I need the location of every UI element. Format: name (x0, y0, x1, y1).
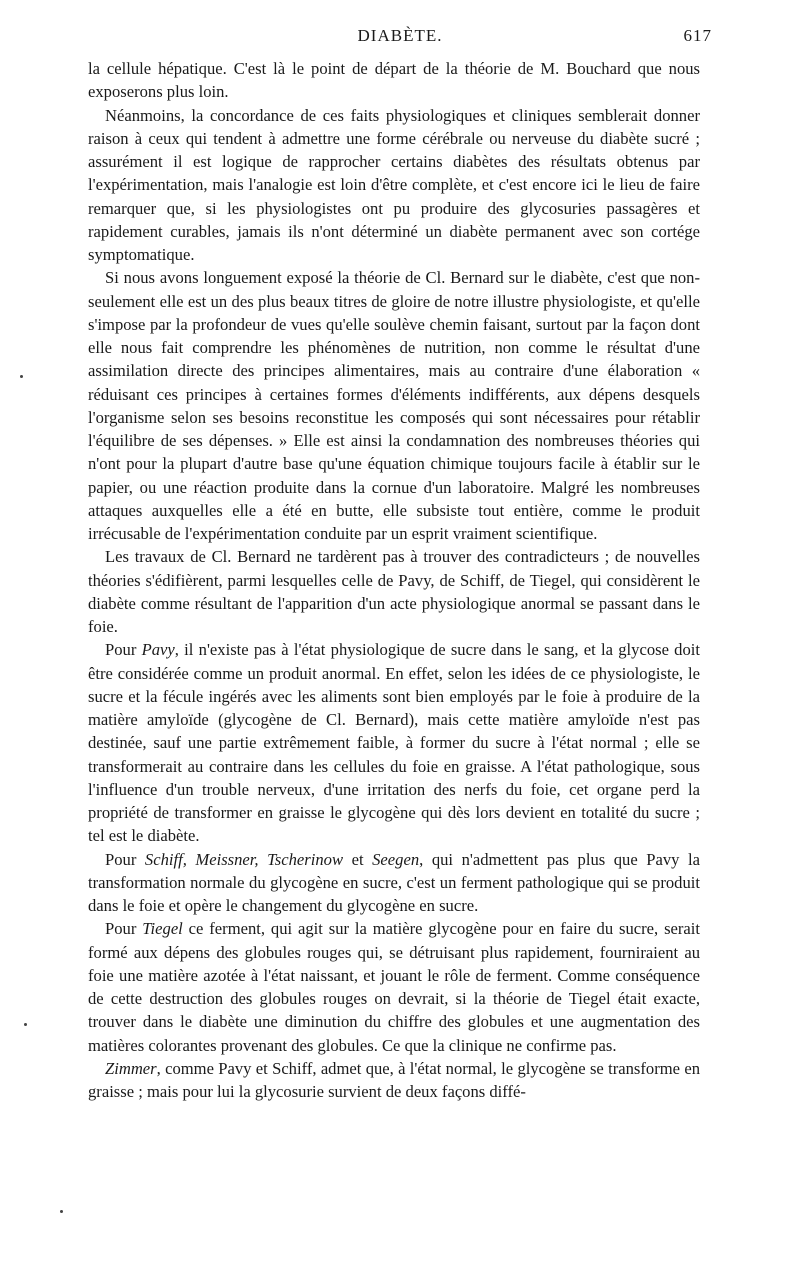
paragraph (88, 266, 700, 545)
italic-name: Pavy (141, 640, 175, 660)
italic-name: Seegen (372, 849, 420, 869)
paragraph (88, 545, 700, 638)
paragraph (88, 638, 700, 847)
text-run: Pour (105, 919, 143, 939)
paragraph (88, 848, 700, 918)
text-run: , qui n'admettent pas plus que Pavy la transformation normale du glycogène en sucre, c'est un ferment pathologique qui se produit dans le foie et opère le changement du glycogène en sucre. (88, 849, 700, 915)
italic-name: Tiegel (142, 919, 183, 939)
text-run: ce ferment, qui agit sur la matière glycogène pour en faire du sucre, serait formé aux dépens des globules rouges qui, se détruisant plus rapidement, fourniraient au foie une matière azotée à l'état naissant, et jouant le rôle de ferment. Comme conséquence de cette destruction des globules rouges on devrait, si la théorie de Tiegel était exacte, trouver dans le diabète une diminution du chiffre des globules et une augmentation des matières colorantes provenant des globules. Ce que la clinique ne confirme pas. (88, 919, 700, 1055)
paragraph (88, 104, 700, 267)
paragraph (88, 917, 700, 1057)
text-run: , comme Pavy et Schiff, admet que, à l'état normal, le glycogène se transforme en graisse ; mais pour lui la glycosurie survient de deux façons diffé- (88, 1058, 700, 1101)
scan-speck (20, 375, 23, 378)
text-run: la cellule hépatique. C'est là le point de départ de la théorie de M. Bouchard que nous exposerons plus loin. (88, 59, 700, 102)
italic-name: Zimmer (105, 1058, 157, 1078)
text-run: Néanmoins, la concordance de ces faits physiologiques et cliniques semblerait donner raison à ceux qui tendent à admettre une forme cérébrale ou nerveuse du diabète sucré ; assurément il est logique de rapprocher certains diabètes des résultats obtenus par l'expérimentation, mais l'analogie est loin d'être complète, et c'est encore ici le lieu de faire remarquer que, si les physiologistes ont pu produire des glycosuries passagères et rapidement curables, jamais ils n'ont déterminé un diabète permanent avec son cortége symptomatique. (88, 105, 700, 264)
page-number: 617 (683, 26, 712, 45)
text-run: , il n'existe pas à l'état physiologique de sucre dans le sang, et la glycose doit être considérée comme un produit anormal. En effet, selon les idées de ce physiologiste, le sucre et la fécule ingérés avec les aliments sont bien employés par le foie à produire de la matière amyloïde (glycogène de Cl. Bernard), mais cette matière amyloïde n'est pas destinée, sauf une partie extrêmement faible, à former du sucre à l'état normal ; elle se transformerait au contraire dans les cellules du foie en graisse. A l'état pathologique, sous l'influence d'un trouble nerveux, d'une irritation des nerfs du foie, cet organe perd la propriété de transformer en graisse le glycogène qui dès lors devient en totalité du sucre ; tel est le diabète. (88, 640, 700, 846)
body-text (88, 57, 700, 1103)
text-run: Pour (105, 849, 145, 869)
text-run: Si nous avons longuement exposé la théorie de Cl. Bernard sur le diabète, c'est que non-seulement elle est un des plus beaux titres de gloire de notre illustre physiologiste, et qu'elle s'impose par la profondeur de vues qu'elle soulève chemin faisant, surtout par la façon dont elle nous fait comprendre les phénomènes de nutrition, non comme le résultat d'une assimilation directe des principes alimentaires, mais au contraire d'une élaboration « réduisant ces principes à certaines formes d'éléments indifférents, aux dépens desquels l'organisme selon ses besoins reconstitue les composés qui sont nécessaires pour rétablir l'équilibre de ses dépenses. » Elle est ainsi la condamnation des nombreuses théories qui n'ont pour la plupart d'autre base qu'une équation chimique toujours facile à établir sur le papier, ou une réaction produite dans la cornue d'un laboratoire. Malgré les nombreuses attaques auxquelles elle a été en butte, elle subsiste tout entière, comme le produit irrécusable de l'expérimentation conduite par un esprit vraiment scientifique. (88, 268, 700, 543)
paragraph (88, 1057, 700, 1104)
italic-name: Schiff, Meissner, Tscherinow (144, 849, 344, 869)
running-head (88, 26, 712, 50)
running-title: DIABÈTE. (357, 26, 443, 45)
scan-speck (24, 1023, 27, 1026)
text-run: Pour (105, 640, 142, 660)
paragraph (88, 57, 700, 104)
scan-speck (60, 1210, 63, 1213)
text-run: Les travaux de Cl. Bernard ne tardèrent pas à trouver des contradicteurs ; de nouvelles théories s'édifièrent, parmi lesquelles celle de Pavy, de Schiff, de Tiegel, qui considèrent le diabète comme résultant de l'apparition d'un acte physiologique anormal se passant dans le foie. (88, 547, 700, 636)
text-run: et (343, 849, 373, 869)
